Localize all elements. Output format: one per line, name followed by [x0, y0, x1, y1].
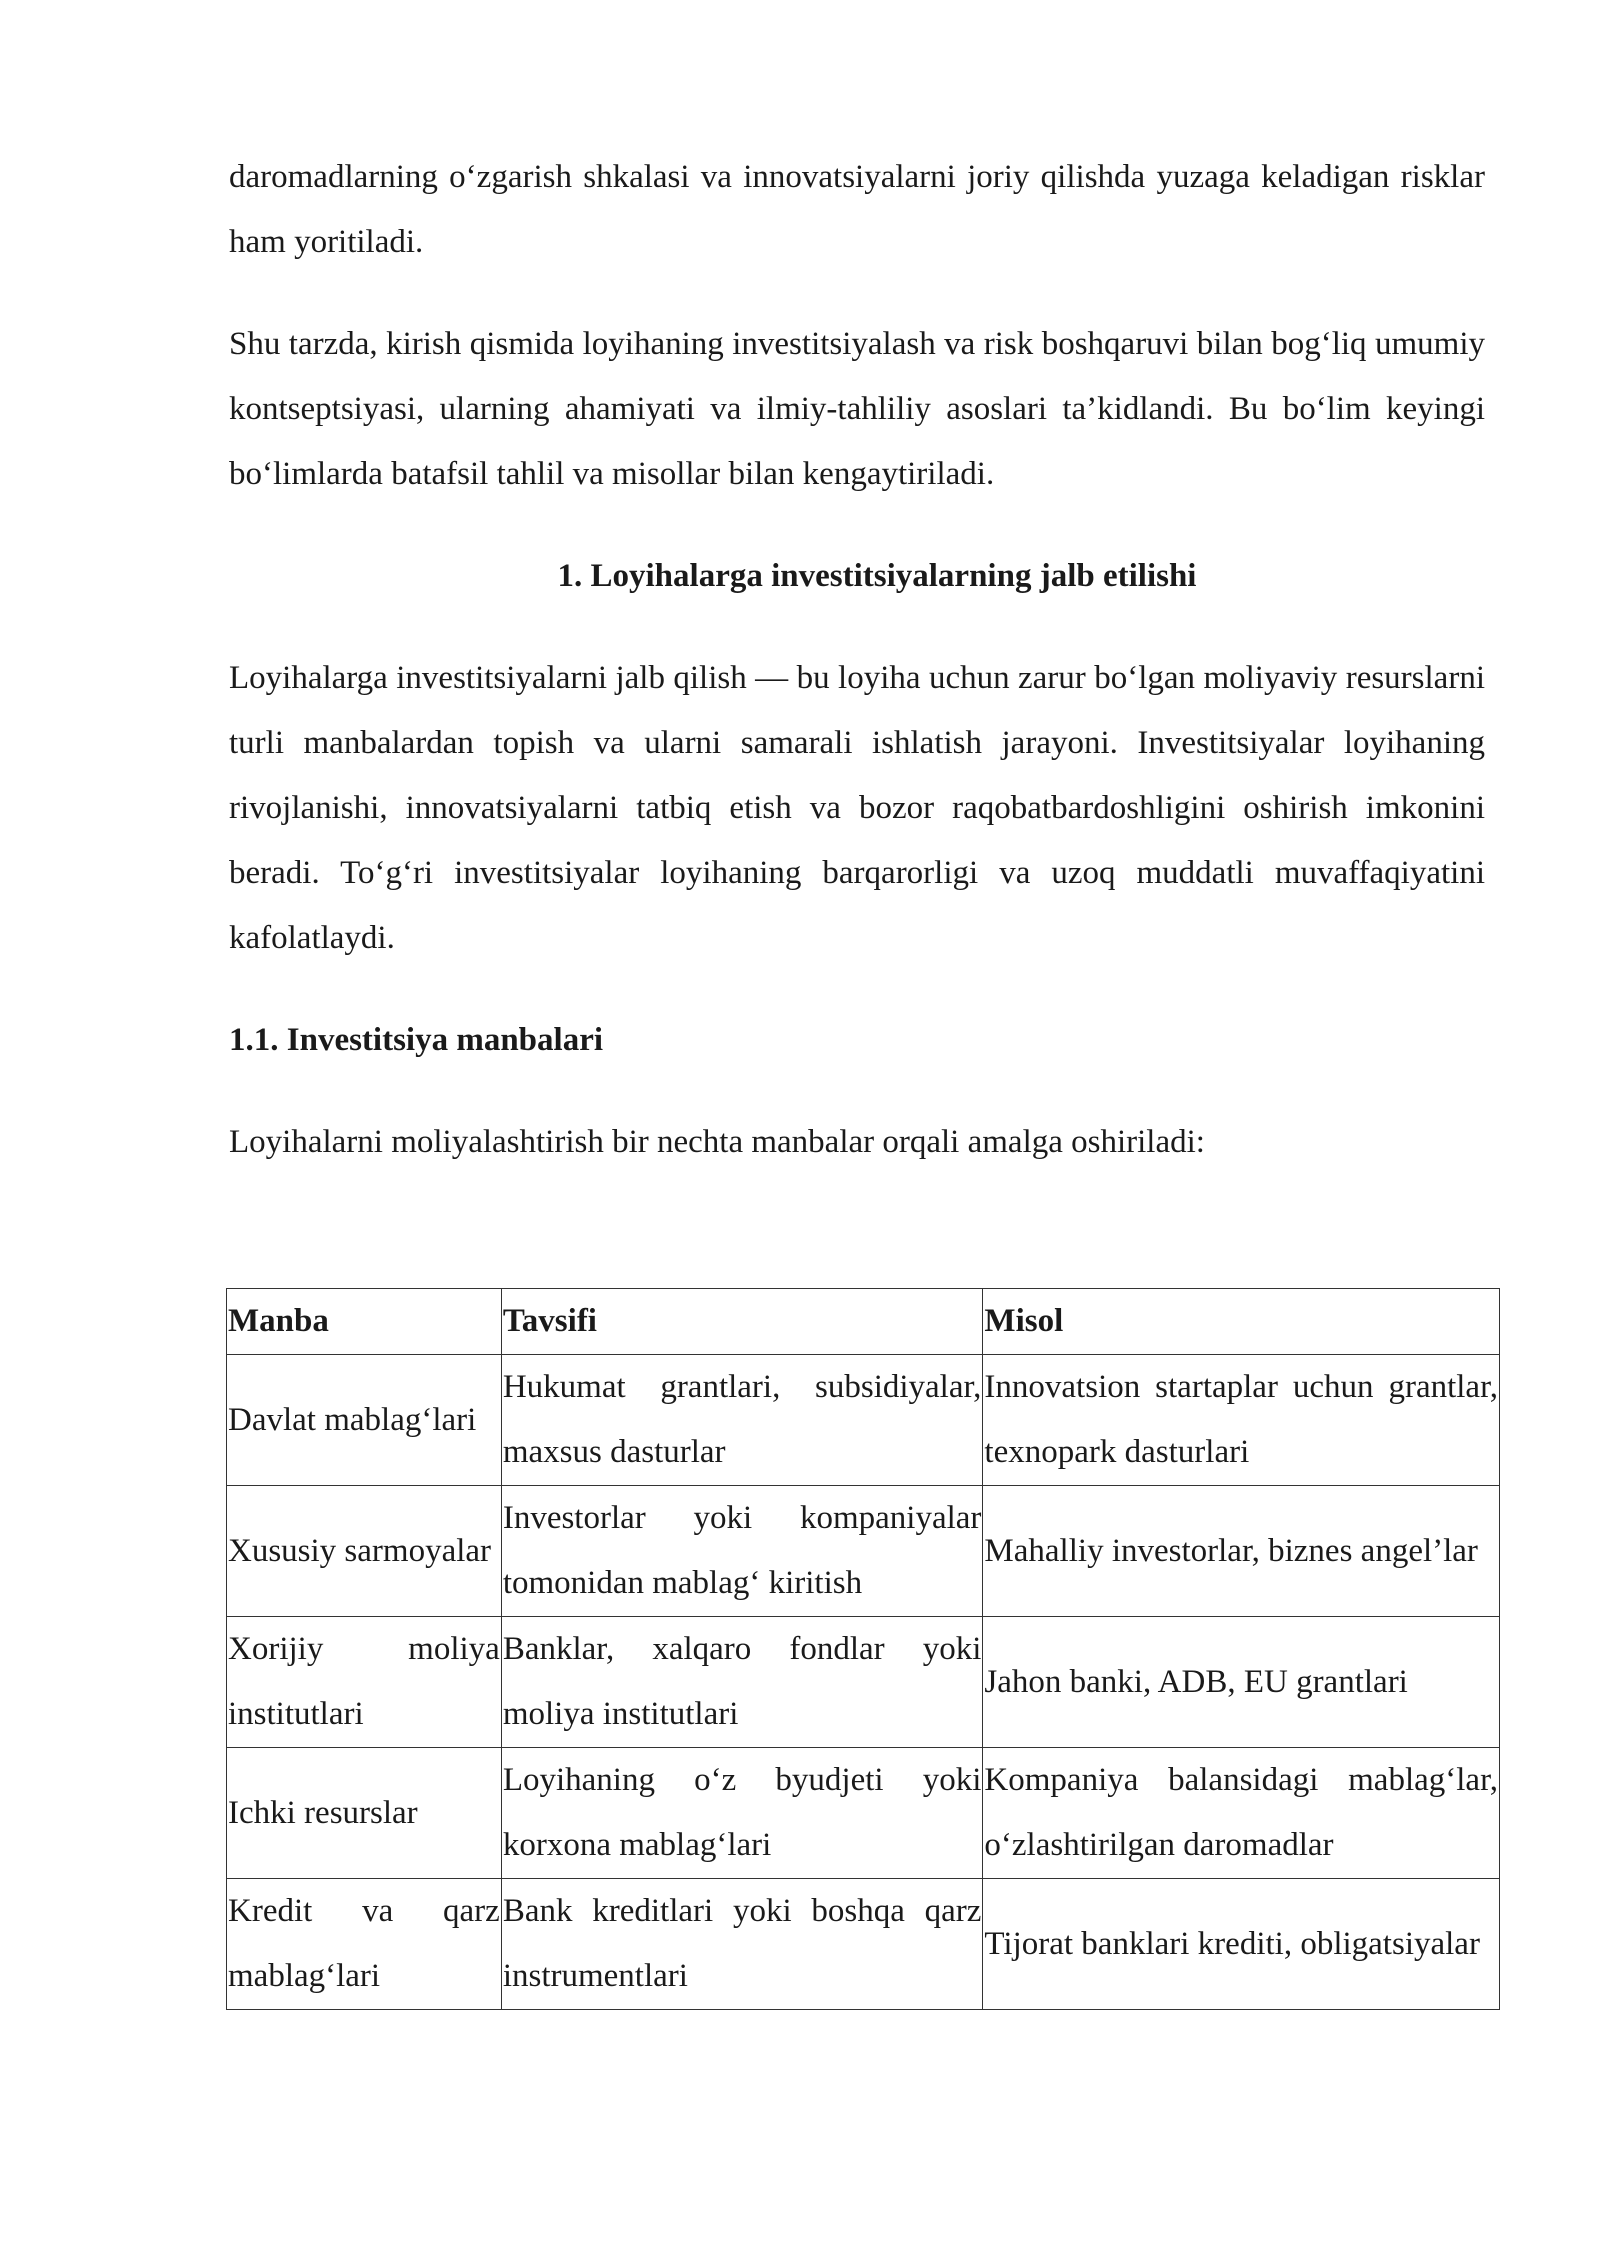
- table-row: [227, 1879, 1500, 2010]
- paragraph-intro-end: daromadlarning o‘zgarish shkalasi va innovatsiyalarni joriy qilishda yuzaga keladigan risklar ham yoritiladi.: [229, 159, 1485, 260]
- table-cell-description: Bank kreditlari yoki boshqa qarz instrumentlari: [501, 1879, 983, 2010]
- table-cell-example: Innovatsion startaplar uchun grantlar, texnopark dasturlari: [983, 1355, 1500, 1486]
- table-cell-example: Mahalliy investorlar, biznes angel’lar: [983, 1486, 1500, 1617]
- paragraph-table-intro: Loyihalarni moliyalashtirish bir nechta manbalar orqali amalga oshiriladi:: [229, 1124, 1205, 1160]
- investment-sources-table: [226, 1288, 1500, 2010]
- table-cell-source: Kredit va qarz mablag‘lari: [227, 1879, 502, 2010]
- table-cell-source: Davlat mablag‘lari: [227, 1355, 502, 1486]
- paragraph-investment-attraction: Loyihalarga investitsiyalarni jalb qilish — bu loyiha uchun zarur bo‘lgan moliyaviy resurslarni turli manbalardan topish va ularni samarali ishlatish jarayoni. Investitsiyalar loyihaning rivojlanishi, innovatsiyalarni tatbiq etish va bozor raqobatbardoshligini oshirish imkonini beradi. To‘g‘ri investitsiyalar loyihaning barqarorligi va uzoq muddatli muvaffaqiyatini kafolatlaydi.: [229, 660, 1485, 956]
- table-header-row: [227, 1289, 1500, 1355]
- document-page: [229, 145, 1485, 1175]
- table-row: [227, 1355, 1500, 1486]
- table-row: [227, 1486, 1500, 1617]
- table-cell-description: Hukumat grantlari, subsidiyalar, maxsus dasturlar: [501, 1355, 983, 1486]
- table-cell-source: Ichki resurslar: [227, 1748, 502, 1879]
- section-heading: 1. Loyihalarga investitsiyalarning jalb etilishi: [557, 558, 1197, 594]
- table-cell-example: Jahon banki, ADB, EU grantlari: [983, 1617, 1500, 1748]
- header-tavsifi: Tavsifi: [501, 1289, 983, 1355]
- table-cell-example: Tijorat banklari krediti, obligatsiyalar: [983, 1879, 1500, 2010]
- subsection-heading: 1.1. Investitsiya manbalari: [229, 1022, 604, 1058]
- header-manba: Manba: [227, 1289, 502, 1355]
- table-cell-description: Loyihaning o‘z byudjeti yoki korxona mablag‘lari: [501, 1748, 983, 1879]
- paragraph-summary: Shu tarzda, kirish qismida loyihaning investitsiyalash va risk boshqaruvi bilan bog‘liq umumiy kontseptsiyasi, ularning ahamiyati va ilmiy-tahliliy asoslari ta’kidlandi. Bu bo‘lim keyingi bo‘limlarda batafsil tahlil va misollar bilan kengaytiriladi.: [229, 326, 1485, 492]
- table-cell-source: Xorijiy moliya institutlari: [227, 1617, 502, 1748]
- table-cell-description: Investorlar yoki kompaniyalar tomonidan mablag‘ kiritish: [501, 1486, 983, 1617]
- header-misol: Misol: [983, 1289, 1500, 1355]
- table-row: [227, 1748, 1500, 1879]
- table-cell-description: Banklar, xalqaro fondlar yoki moliya institutlari: [501, 1617, 983, 1748]
- table-cell-example: Kompaniya balansidagi mablag‘lar, o‘zlashtirilgan daromadlar: [983, 1748, 1500, 1879]
- table-row: [227, 1617, 1500, 1748]
- table-cell-source: Xususiy sarmoyalar: [227, 1486, 502, 1617]
